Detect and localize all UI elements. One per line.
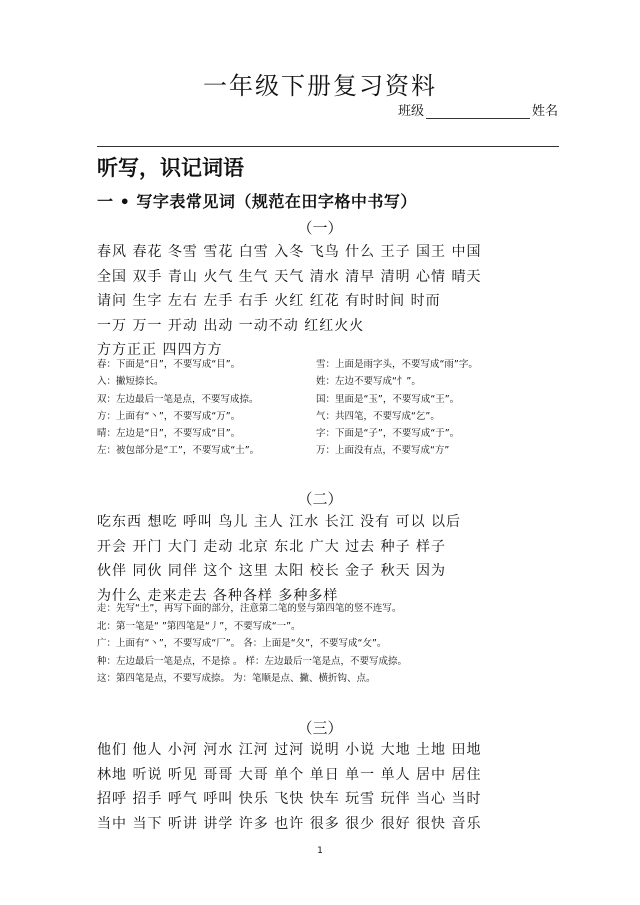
note: 左：被包部分是“工”，不要写成“土”。 bbox=[97, 445, 260, 457]
note-row bbox=[97, 373, 567, 390]
word-row: 全国 双手 青山 火气 生气 天气 清水 清早 清明 心情 晴天 bbox=[97, 268, 482, 285]
note: 春：下面是“日”，不要写成“目”。 bbox=[97, 359, 241, 370]
section-label-2: （二） bbox=[297, 490, 343, 508]
word-row: 他们 他人 小河 河水 江河 过河 说明 小说 大地 土地 田地 bbox=[97, 742, 482, 758]
notes-2 bbox=[97, 600, 567, 688]
note-row bbox=[97, 408, 567, 425]
word-row: 开会 开门 大门 走动 北京 东北 广大 过去 种子 样子 bbox=[97, 538, 447, 555]
note: 晴：左边是“日”，不要写成“目”。 bbox=[97, 428, 241, 440]
note-row bbox=[97, 442, 567, 459]
note-row bbox=[97, 391, 567, 408]
word-row: 伙伴 同伙 同伴 这个 这里 太阳 校长 金子 秋天 因为 bbox=[97, 563, 447, 579]
note-row: 北：第一笔是“ ”第四笔是“丿”，不要写成“一”。 bbox=[97, 620, 301, 632]
page-number: 1 bbox=[317, 846, 323, 856]
note: 国：里面是“玉”，不要写成“王”。 bbox=[316, 393, 460, 405]
word-list-2 bbox=[97, 510, 567, 608]
note-row bbox=[97, 425, 567, 442]
note: 方：上面有“丶”，不要写成“万”。 bbox=[97, 410, 241, 422]
section-label-3: （三） bbox=[297, 719, 343, 737]
section-heading: 听写，识记词语 bbox=[97, 156, 244, 180]
note: 双：左边最后一笔是点，不要写成捺。 bbox=[97, 393, 259, 405]
word-row: 林地 听说 听见 哥哥 大哥 单个 单日 单一 单人 居中 居住 bbox=[97, 766, 482, 783]
word-list-1 bbox=[97, 240, 567, 363]
notes-1 bbox=[97, 356, 567, 460]
class-name-line bbox=[398, 100, 558, 119]
word-row: 吃东西 想吃 呼叫 鸟儿 主人 江水 长江 没有 可以 以后 bbox=[97, 514, 462, 530]
note-row: 广：上面有“丶”，不要写成“厂”。 各：上面是“夂”，不要写成“攵”。 bbox=[97, 638, 387, 650]
page-title: 一年级下册复习资料 bbox=[203, 72, 437, 100]
note: 气：共四笔，不要写成“乞”。 bbox=[316, 410, 440, 422]
subsection-heading: 一 • 写字表常见词（规范在田字格中书写） bbox=[97, 192, 417, 211]
note-row: 这：第四笔是点，不要写成捺。 为：笔顺是点、撇、横折钩、点。 bbox=[97, 673, 376, 685]
word-row: 方方正正 四四方方 bbox=[97, 342, 223, 358]
note: 万：上面没有点，不要写成“方” bbox=[316, 445, 450, 457]
note-row: 走：先写“土”，再写下面的部分，注意第二笔的竖与第四笔的竖不连写。 bbox=[97, 603, 402, 614]
class-label: 班级 bbox=[398, 104, 425, 119]
note-row bbox=[97, 356, 567, 373]
word-row: 请问 生字 左右 左手 右手 火红 红花 有时时间 时而 bbox=[97, 293, 441, 309]
word-row: 春风 春花 冬雪 雪花 白雪 入冬 飞鸟 什么 王子 国王 中国 bbox=[97, 244, 482, 260]
word-row: 当中 当下 听讲 讲学 许多 也许 很多 很少 很好 很快 音乐 bbox=[97, 815, 482, 832]
word-row: 为什么 走来走去 各种各样 多种多样 bbox=[97, 587, 339, 604]
name-label: 姓名 bbox=[532, 104, 559, 119]
note: 姓：左边不要写成“忄”。 bbox=[316, 376, 421, 388]
note: 入：撇短捺长。 bbox=[97, 376, 164, 388]
class-blank[interactable] bbox=[426, 105, 530, 119]
word-row: 一万 万一 开动 出动 一动不动 红红火火 bbox=[97, 317, 365, 334]
note-row: 种：左边最后一笔是点，不是捺 。 样：左边最后一笔是点，不要写成捺。 bbox=[97, 655, 408, 667]
section-label-1: （一） bbox=[297, 219, 343, 237]
header-divider bbox=[97, 146, 559, 147]
word-row: 招呼 招手 呼气 呼叫 快乐 飞快 快车 玩雪 玩伴 当心 当时 bbox=[97, 791, 482, 807]
note: 雪：上面是雨字头，不要写成“雨”字。 bbox=[316, 359, 478, 370]
note: 字：下面是“子”，不要写成“于”。 bbox=[316, 428, 460, 440]
word-list-3 bbox=[97, 738, 567, 836]
